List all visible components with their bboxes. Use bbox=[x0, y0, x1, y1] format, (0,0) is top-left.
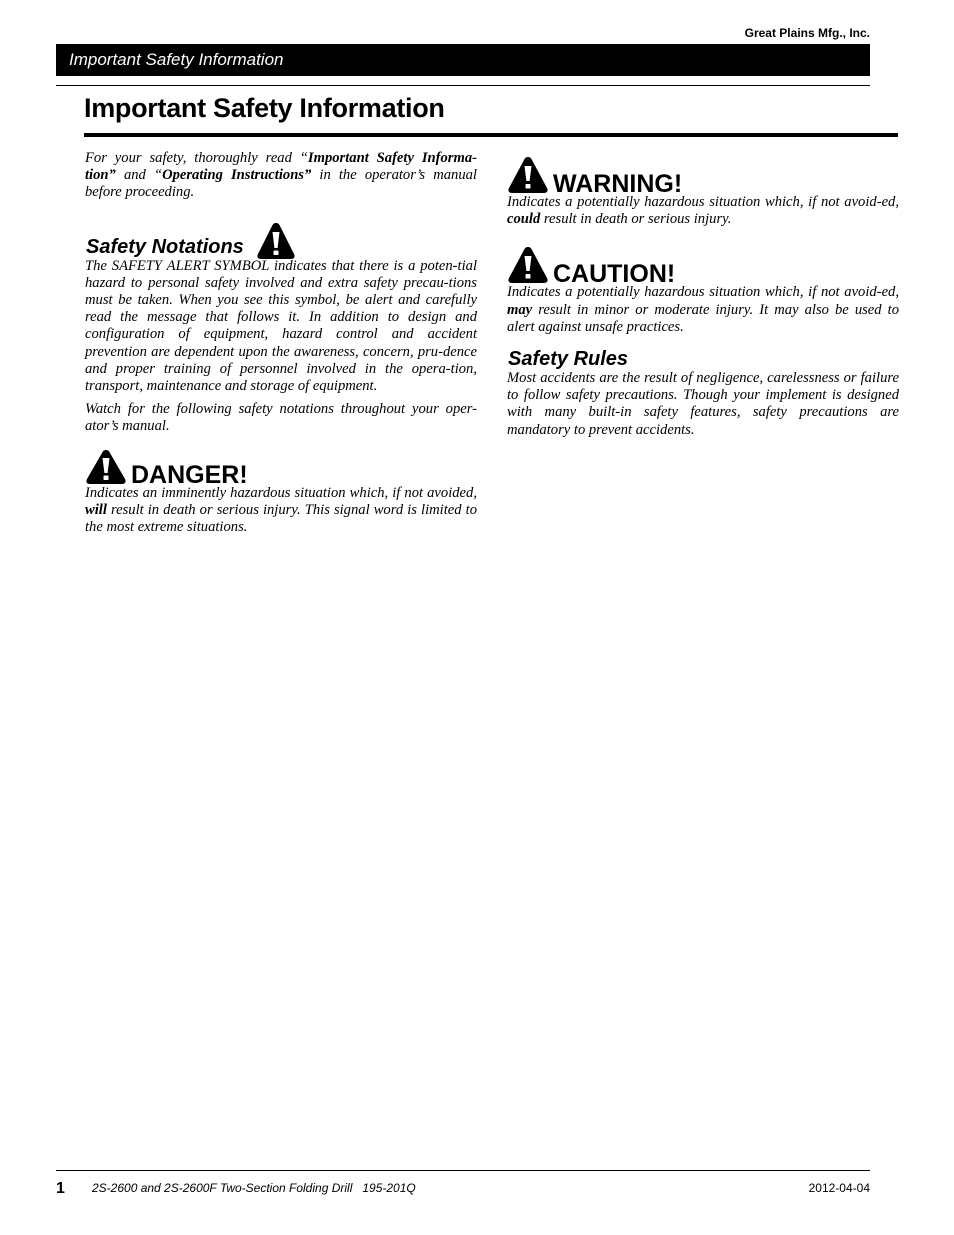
safety-notations-heading: Safety Notations bbox=[86, 235, 244, 258]
danger-alert-icon bbox=[85, 449, 127, 485]
company-name: Great Plains Mfg., Inc. bbox=[744, 26, 870, 40]
document-name: 2S-2600 and 2S-2600F Two-Section Folding Drill 195-201Q bbox=[92, 1181, 416, 1195]
title-divider bbox=[84, 133, 898, 137]
safety-rules-text: Most accidents are the result of negligence, carelessness or failure to follow safety precautions. Though your implement is designed with many built-in safety features, safety precautions are mandatory to prevent accidents. bbox=[507, 370, 899, 438]
danger-text: Indicates an imminently hazardous situation which, if not avoided, will result in death or serious injury. This signal word is limited to the most extreme situations. bbox=[85, 484, 477, 536]
safety-notations-heading-row bbox=[85, 221, 477, 258]
warning-word: WARNING! bbox=[553, 170, 683, 198]
safety-alert-icon bbox=[256, 221, 296, 261]
header-divider bbox=[56, 85, 870, 86]
caution-text: Indicates a potentially hazardous situation which, if not avoid-ed, may result in minor or moderate injury. It may also be used to alert against unsafe practices. bbox=[507, 284, 899, 335]
caution-signal bbox=[507, 246, 899, 289]
danger-word: DANGER! bbox=[131, 460, 248, 489]
footer-divider bbox=[56, 1170, 870, 1171]
document-date: 2012-04-04 bbox=[808, 1181, 870, 1195]
page-number: 1 bbox=[56, 1180, 65, 1197]
right-column bbox=[507, 150, 899, 439]
safety-notations-watch-text: Watch for the following safety notations throughout your oper-ator’s manual. bbox=[85, 401, 477, 435]
warning-signal bbox=[507, 156, 899, 198]
page-title: Important Safety Information bbox=[84, 93, 445, 123]
warning-alert-icon bbox=[507, 156, 549, 194]
warning-text: Indicates a potentially hazardous situation which, if not avoid-ed, could result in death or serious injury. bbox=[507, 194, 899, 228]
left-column bbox=[85, 150, 477, 536]
intro-paragraph: For your safety, thoroughly read “Important Safety Informa-tion” and “Operating Instructions” in the operator’s manual before proceeding. bbox=[85, 150, 477, 201]
caution-word: CAUTION! bbox=[553, 260, 676, 289]
safety-notations-text: The SAFETY ALERT SYMBOL indicates that there is a poten-tial hazard to personal safety involved and extra safety precau-tions must be taken. When you see this symbol, be alert and carefully read the message that follows it. In addition to design and configuration of equipment, hazard control and accident prevention are dependent upon the awareness, concern, pru-dence and proper training of personnel involved in the opera-tion, transport, maintenance and storage of equipment. bbox=[85, 257, 477, 395]
section-header-bar: Important Safety Information bbox=[56, 44, 870, 76]
caution-alert-icon bbox=[507, 246, 549, 284]
safety-rules-heading: Safety Rules bbox=[508, 348, 629, 371]
danger-signal bbox=[85, 449, 477, 489]
